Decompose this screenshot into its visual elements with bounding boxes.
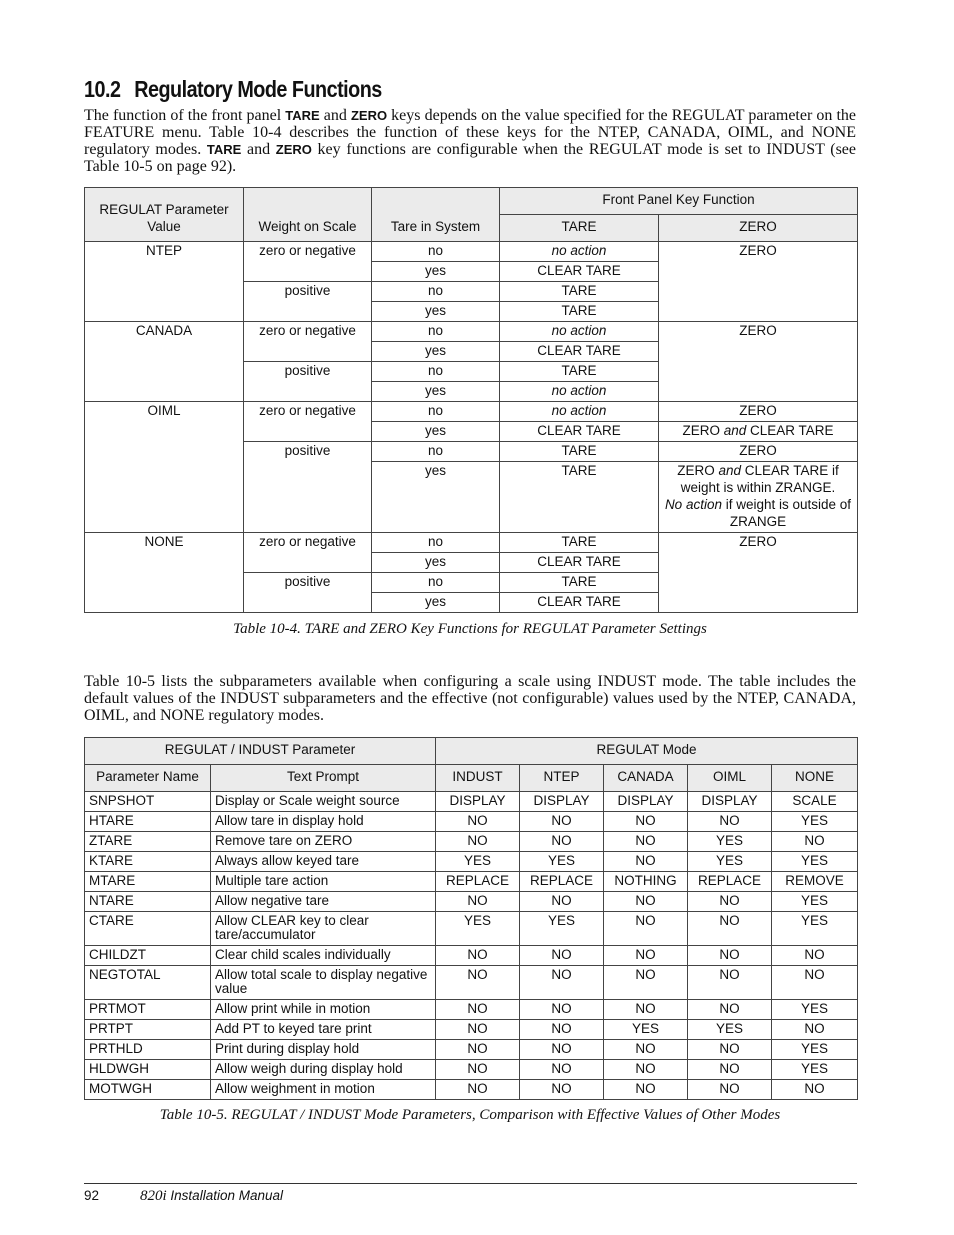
mode-value-cell: NO xyxy=(520,966,604,1000)
mode-value-cell: NO xyxy=(604,1060,688,1080)
header-tare-key: TARE xyxy=(500,215,659,242)
weight-cell: zero or negative xyxy=(244,533,372,573)
mode-value-cell: NO xyxy=(604,1040,688,1060)
mode-value-cell: REPLACE xyxy=(436,872,520,892)
tare-key-cell: no action xyxy=(500,242,659,262)
tare-key-label: TARE xyxy=(285,108,320,123)
column-header: Parameter Name xyxy=(85,765,211,792)
mode-value-cell: NO xyxy=(520,812,604,832)
table-row xyxy=(85,812,858,832)
tare-key-label: TARE xyxy=(206,142,242,157)
tare-cell: no xyxy=(372,442,500,462)
paragraph-2: Table 10-5 lists the subparameters available when configuring a scale using INDUST mode. The table includes the default values of the INDUST subparameters and the effective (not configurable) values used by the NTEP, CANADA, OIML, and NONE regulatory modes. xyxy=(84,673,856,724)
mode-value-cell: SCALE xyxy=(772,792,858,812)
mode-value-cell: NO xyxy=(688,1000,772,1020)
parameter-name-cell: MOTWGH xyxy=(85,1080,211,1100)
mode-value-cell: NO xyxy=(772,966,858,1000)
footer-rule xyxy=(84,1183,857,1184)
text-prompt-cell: Allow print while in motion xyxy=(211,1000,436,1020)
mode-value-cell: NO xyxy=(688,1040,772,1060)
zero-key-cell: ZERO xyxy=(659,242,858,322)
header-weight: Weight on Scale xyxy=(244,188,372,242)
mode-value-cell: NO xyxy=(604,832,688,852)
mode-value-cell: YES xyxy=(688,1020,772,1040)
zero-key-cell: ZERO xyxy=(659,442,858,462)
mode-value-cell: NO xyxy=(520,1060,604,1080)
table-row xyxy=(85,1000,858,1020)
intro-text: and xyxy=(319,107,351,124)
mode-value-cell: DISPLAY xyxy=(520,792,604,812)
zero-key-label: ZERO xyxy=(350,108,388,123)
mode-value-cell: YES xyxy=(772,1040,858,1060)
zero-key-cell: ZERO xyxy=(659,402,858,422)
mode-cell: CANADA xyxy=(85,322,244,402)
mode-value-cell: NO xyxy=(436,1040,520,1060)
column-header: OIML xyxy=(688,765,772,792)
mode-value-cell: NO xyxy=(688,892,772,912)
zero-key-cell: ZERO and CLEAR TARE xyxy=(659,422,858,442)
weight-cell: zero or negative xyxy=(244,322,372,362)
text-prompt-cell: Allow weighment in motion xyxy=(211,1080,436,1100)
table-4-caption: Table 10-4. TARE and ZERO Key Functions for REGULAT Parameter Settings xyxy=(233,621,707,637)
column-header: NTEP xyxy=(520,765,604,792)
mode-value-cell: NO xyxy=(604,966,688,1000)
tare-cell: yes xyxy=(372,593,500,613)
section-number: 10.2 xyxy=(84,76,121,102)
text-prompt-cell: Allow total scale to display negative value xyxy=(211,966,436,1000)
mode-value-cell: NO xyxy=(436,892,520,912)
mode-value-cell: YES xyxy=(772,912,858,946)
mode-value-cell: DISPLAY xyxy=(436,792,520,812)
tare-cell: yes xyxy=(372,462,500,533)
mode-value-cell: YES xyxy=(772,812,858,832)
mode-value-cell: NO xyxy=(436,1020,520,1040)
column-header: NONE xyxy=(772,765,858,792)
mode-value-cell: DISPLAY xyxy=(688,792,772,812)
parameter-name-cell: PRTMOT xyxy=(85,1000,211,1020)
tare-cell: yes xyxy=(372,342,500,362)
text-prompt-cell: Print during display hold xyxy=(211,1040,436,1060)
tare-cell: no xyxy=(372,362,500,382)
mode-value-cell: NO xyxy=(520,832,604,852)
tare-key-cell: TARE xyxy=(500,362,659,382)
header-zero-key: ZERO xyxy=(659,215,858,242)
table-row xyxy=(85,912,858,946)
intro-text: key functions are configurable when the REGULAT mode is set to INDUST (see Table 10-5 on page 92). xyxy=(84,141,856,175)
tare-key-cell: CLEAR TARE xyxy=(500,262,659,282)
model-name: 820i xyxy=(140,1188,167,1204)
intro-paragraph xyxy=(84,107,856,175)
tare-cell: no xyxy=(372,242,500,262)
mode-value-cell: NO xyxy=(520,1040,604,1060)
tare-cell: no xyxy=(372,533,500,553)
text-prompt-cell: Allow tare in display hold xyxy=(211,812,436,832)
mode-value-cell: NO xyxy=(436,1000,520,1020)
parameter-name-cell: NTARE xyxy=(85,892,211,912)
table-row xyxy=(85,1080,858,1100)
tare-key-cell: no action xyxy=(500,402,659,422)
mode-value-cell: YES xyxy=(688,832,772,852)
table-row xyxy=(85,832,858,852)
parameter-name-cell: MTARE xyxy=(85,872,211,892)
intro-text: and xyxy=(241,141,276,158)
weight-cell: zero or negative xyxy=(244,402,372,442)
group-header-parameter: REGULAT / INDUST Parameter xyxy=(85,738,436,765)
tare-key-cell: no action xyxy=(500,382,659,402)
mode-value-cell: NO xyxy=(604,912,688,946)
tare-key-cell: no action xyxy=(500,322,659,342)
tare-cell: no xyxy=(372,573,500,593)
mode-value-cell: YES xyxy=(604,1020,688,1040)
mode-value-cell: YES xyxy=(772,892,858,912)
parameter-name-cell: HLDWGH xyxy=(85,1060,211,1080)
mode-value-cell: NO xyxy=(688,812,772,832)
mode-value-cell: YES xyxy=(772,1060,858,1080)
mode-value-cell: NO xyxy=(520,946,604,966)
parameter-name-cell: NEGTOTAL xyxy=(85,966,211,1000)
footer xyxy=(84,1188,283,1205)
table-row xyxy=(85,1060,858,1080)
group-header-mode: REGULAT Mode xyxy=(436,738,858,765)
mode-cell: OIML xyxy=(85,402,244,533)
tare-cell: yes xyxy=(372,302,500,322)
tare-key-cell: CLEAR TARE xyxy=(500,422,659,442)
mode-value-cell: NO xyxy=(604,1080,688,1100)
mode-value-cell: REMOVE xyxy=(772,872,858,892)
weight-cell: positive xyxy=(244,442,372,533)
page-number: 92 xyxy=(84,1188,100,1203)
mode-value-cell: YES xyxy=(520,852,604,872)
table-row xyxy=(85,1040,858,1060)
mode-value-cell: YES xyxy=(436,912,520,946)
mode-value-cell: NO xyxy=(688,946,772,966)
tare-key-cell: TARE xyxy=(500,462,659,533)
column-header: Text Prompt xyxy=(211,765,436,792)
table-row xyxy=(85,852,858,872)
text-prompt-cell: Allow weigh during display hold xyxy=(211,1060,436,1080)
tare-cell: no xyxy=(372,402,500,422)
tare-cell: yes xyxy=(372,422,500,442)
mode-value-cell: NO xyxy=(604,852,688,872)
mode-value-cell: NO xyxy=(604,812,688,832)
mode-value-cell: NO xyxy=(520,1000,604,1020)
header-key-function: Front Panel Key Function xyxy=(500,188,858,215)
mode-cell: NTEP xyxy=(85,242,244,322)
mode-value-cell: NO xyxy=(436,1060,520,1080)
mode-value-cell: NO xyxy=(772,832,858,852)
tare-cell: yes xyxy=(372,382,500,402)
table-row xyxy=(85,872,858,892)
section-title: Regulatory Mode Functions xyxy=(134,76,382,102)
table-5-caption: Table 10-5. REGULAT / INDUST Mode Parameters, Comparison with Effective Values of Other Modes xyxy=(159,1107,781,1123)
zero-key-cell: ZERO and CLEAR TARE if weight is within ZRANGE. No action if weight is outside of ZRANGE xyxy=(659,462,858,533)
tare-cell: no xyxy=(372,322,500,342)
intro-text: The function of the front panel xyxy=(84,107,286,124)
mode-value-cell: NO xyxy=(436,966,520,1000)
tare-key-cell: TARE xyxy=(500,442,659,462)
weight-cell: zero or negative xyxy=(244,242,372,282)
weight-cell: positive xyxy=(244,362,372,402)
intro-text: keys depends on the value specified for the REGULAT parameter on the FEATURE menu. Table 10-4 describes the function of these keys for the NTEP, CANADA, OIML, and NONE regulatory modes. xyxy=(84,107,857,158)
zero-key-label: ZERO xyxy=(275,142,312,157)
parameter-name-cell: SNPSHOT xyxy=(85,792,211,812)
parameter-name-cell: CHILDZT xyxy=(85,946,211,966)
tare-cell: yes xyxy=(372,553,500,573)
text-prompt-cell: Multiple tare action xyxy=(211,872,436,892)
weight-cell: positive xyxy=(244,573,372,613)
tare-key-cell: CLEAR TARE xyxy=(500,593,659,613)
mode-value-cell: NO xyxy=(436,946,520,966)
mode-value-cell: YES xyxy=(436,852,520,872)
table-row xyxy=(85,966,858,1000)
text-prompt-cell: Allow negative tare xyxy=(211,892,436,912)
table-row xyxy=(85,946,858,966)
mode-value-cell: NOTHING xyxy=(604,872,688,892)
parameter-name-cell: KTARE xyxy=(85,852,211,872)
tare-key-cell: TARE xyxy=(500,533,659,553)
mode-value-cell: NO xyxy=(688,1080,772,1100)
table-row xyxy=(85,792,858,812)
mode-value-cell: REPLACE xyxy=(520,872,604,892)
parameter-name-cell: PRTPT xyxy=(85,1020,211,1040)
mode-value-cell: NO xyxy=(520,1020,604,1040)
mode-value-cell: DISPLAY xyxy=(604,792,688,812)
text-prompt-cell: Add PT to keyed tare print xyxy=(211,1020,436,1040)
mode-value-cell: NO xyxy=(772,1020,858,1040)
tare-key-cell: TARE xyxy=(500,282,659,302)
text-prompt-cell: Allow CLEAR key to clear tare/accumulator xyxy=(211,912,436,946)
doc-title: Installation Manual xyxy=(166,1188,283,1203)
parameter-name-cell: CTARE xyxy=(85,912,211,946)
mode-value-cell: NO xyxy=(688,966,772,1000)
tare-cell: yes xyxy=(372,262,500,282)
mode-value-cell: REPLACE xyxy=(688,872,772,892)
mode-value-cell: YES xyxy=(772,1000,858,1020)
text-prompt-cell: Remove tare on ZERO xyxy=(211,832,436,852)
tare-key-cell: CLEAR TARE xyxy=(500,553,659,573)
mode-value-cell: YES xyxy=(520,912,604,946)
weight-cell: positive xyxy=(244,282,372,322)
header-regulat-value: REGULAT Parameter Value xyxy=(85,188,244,242)
mode-value-cell: NO xyxy=(604,892,688,912)
mode-value-cell: YES xyxy=(688,852,772,872)
table-row xyxy=(85,892,858,912)
zero-key-cell: ZERO xyxy=(659,322,858,402)
mode-cell: NONE xyxy=(85,533,244,613)
key-function-table xyxy=(84,187,858,613)
text-prompt-cell: Always allow keyed tare xyxy=(211,852,436,872)
zero-key-cell: ZERO xyxy=(659,533,858,613)
column-header: INDUST xyxy=(436,765,520,792)
mode-value-cell: NO xyxy=(688,912,772,946)
tare-key-cell: TARE xyxy=(500,302,659,322)
tare-cell: no xyxy=(372,282,500,302)
parameter-name-cell: PRTHLD xyxy=(85,1040,211,1060)
mode-value-cell: NO xyxy=(436,812,520,832)
parameter-name-cell: ZTARE xyxy=(85,832,211,852)
section-heading xyxy=(84,76,382,103)
mode-value-cell: NO xyxy=(436,832,520,852)
mode-value-cell: NO xyxy=(772,946,858,966)
tare-key-cell: TARE xyxy=(500,573,659,593)
mode-value-cell: NO xyxy=(604,1000,688,1020)
header-tare-system: Tare in System xyxy=(372,188,500,242)
table-row xyxy=(85,1020,858,1040)
tare-key-cell: CLEAR TARE xyxy=(500,342,659,362)
parameter-name-cell: HTARE xyxy=(85,812,211,832)
mode-value-cell: NO xyxy=(604,946,688,966)
mode-value-cell: NO xyxy=(688,1060,772,1080)
mode-value-cell: NO xyxy=(772,1080,858,1100)
text-prompt-cell: Display or Scale weight source xyxy=(211,792,436,812)
mode-value-cell: YES xyxy=(772,852,858,872)
mode-value-cell: NO xyxy=(436,1080,520,1100)
column-header: CANADA xyxy=(604,765,688,792)
mode-value-cell: NO xyxy=(520,1080,604,1100)
text-prompt-cell: Clear child scales individually xyxy=(211,946,436,966)
mode-value-cell: NO xyxy=(520,892,604,912)
indust-parameter-table xyxy=(84,737,858,1100)
